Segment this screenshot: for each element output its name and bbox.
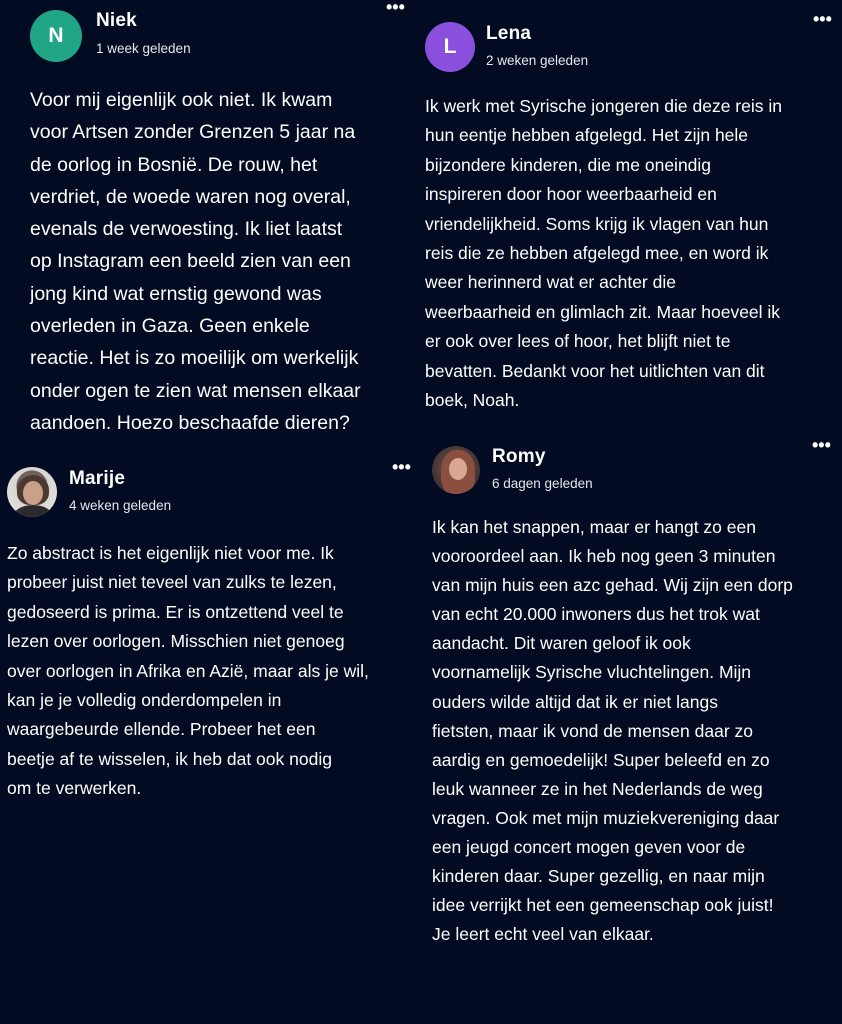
author-name[interactable]: Lena bbox=[486, 23, 532, 44]
comment-header bbox=[7, 465, 417, 517]
more-options-icon[interactable]: ••• bbox=[386, 0, 405, 17]
avatar[interactable]: N bbox=[30, 10, 82, 62]
comment-header bbox=[432, 435, 837, 494]
more-options-icon[interactable]: ••• bbox=[813, 9, 832, 29]
more-options-icon[interactable]: ••• bbox=[812, 435, 831, 455]
comment-marije bbox=[7, 457, 417, 805]
more-options-icon[interactable]: ••• bbox=[392, 457, 411, 477]
comment-header bbox=[425, 20, 837, 72]
comment-lena bbox=[425, 9, 837, 420]
author-name[interactable]: Marije bbox=[69, 468, 126, 489]
timestamp: 4 weken geleden bbox=[69, 498, 172, 513]
author-name[interactable]: Romy bbox=[492, 446, 546, 467]
avatar[interactable] bbox=[432, 446, 480, 494]
comment-romy bbox=[432, 435, 837, 962]
timestamp: 1 week geleden bbox=[96, 41, 191, 56]
comment-text: Ik kan het snappen, maar er hangt zo een vooroordeel aan. Ik heb nog geen 3 minuten van mijn huis een azc gehad. Wij zijn een dorp van echt 20.000 inwoners dus het trok wat aandacht. Dit waren geloof ik ook voornamelijk Syrische vluchtelingen. Mijn ouders wilde altijd dat ik er niet langs fietsten, maar ik vond de mensen daar zo aardig en gemoedelijk! Super beleefd en zo leuk wanneer ze in het Nederlands de weg vragen. Ook met mijn muziekvereniging daar een jeugd concert mogen geven voor de kinderen daar. Super gezellig, en naar mijn idee verrijkt het een gemeenschap ook juist! Je leert echt veel van elkaar. bbox=[432, 517, 793, 945]
timestamp: 6 dagen geleden bbox=[492, 476, 593, 491]
comment-text: Voor mij eigenlijk ook niet. Ik kwam voor Artsen zonder Grenzen 5 jaar na de oorlog in Bosnië. De rouw, het verdriet, de woede waren nog overal, evenals de verwoesting. Ik liet laatst op Instagram een beeld zien van een jong kind wat ernstig gewond was overleden in Gaza. Geen enkele reactie. Het is zo moeilijk om werkelijk onder ogen te zien wat mensen elkaar aandoen. Hoezo beschaafde dieren? bbox=[30, 89, 361, 434]
timestamp: 2 weken geleden bbox=[486, 53, 589, 68]
comment-text: Zo abstract is het eigenlijk niet voor me. Ik probeer juist niet teveel van zulks te lezen, gedoseerd is prima. Er is ontzettend veel te lezen over oorlogen. Misschien niet genoeg over oorlogen in Afrika en Azië, maar als je wil, kan je je volledig onderdompelen in waargebeurde ellende. Probeer het een beetje af te wisselen, ik heb dat ook nodig om te verwerken. bbox=[7, 543, 369, 799]
comment-text: Ik werk met Syrische jongeren die deze reis in hun eentje hebben afgelegd. Het zijn hele bijzondere kinderen, die me oneindig inspireren door hoor weerbaarheid en vriendelijkheid. Soms krijg ik vlagen van hun reis die ze hebben afgelegd mee, en word ik weer herinnerd wat er achter die weerbaarheid en glimlach zit. Maar hoeveel ik er ook over lees of hoor, het blijft niet te bevatten. Bedankt voor het uitlichten van dit boek, Noah. bbox=[425, 96, 782, 411]
author-name[interactable]: Niek bbox=[96, 10, 137, 31]
comment-header bbox=[30, 10, 420, 62]
avatar[interactable] bbox=[7, 467, 57, 517]
comment-niek bbox=[30, 0, 420, 440]
avatar[interactable]: L bbox=[425, 22, 475, 72]
